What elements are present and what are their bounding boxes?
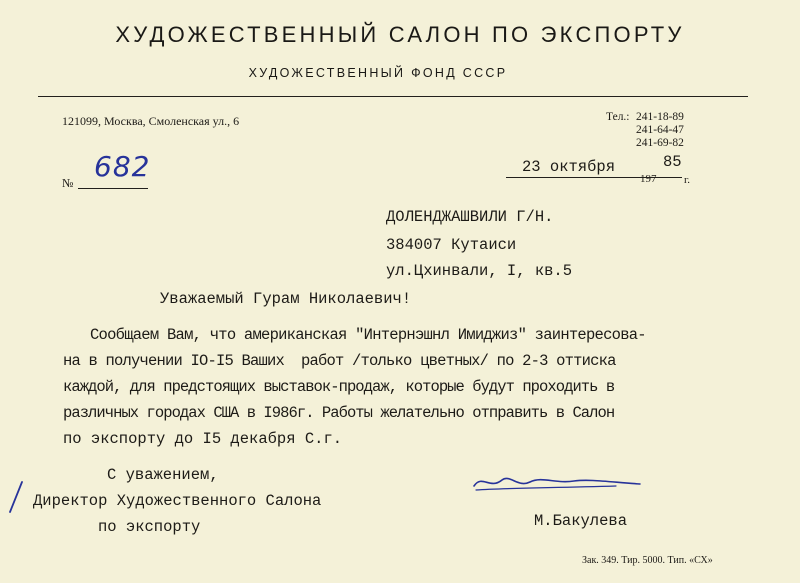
reference-number-handwritten: 682	[94, 150, 151, 183]
date-printed-year: 197	[640, 173, 657, 185]
recipient-name: ДОЛЕНДЖАШВИЛИ Г/Н.	[386, 208, 554, 226]
letterhead-divider	[38, 96, 748, 97]
body-line: Сообщаем Вам, что американская "Интернэшнл Имиджиз" заинтересова-	[90, 326, 646, 344]
phone-number: 241-64-47	[636, 124, 684, 136]
date-suffix: г.	[684, 174, 691, 186]
letter-date: 23 октября	[522, 158, 616, 176]
closing-position: Директор Художественного Салона	[33, 492, 322, 510]
signatory-name: М.Бакулева	[534, 512, 628, 530]
margin-pen-mark	[6, 480, 26, 516]
letterhead-phones	[606, 111, 684, 150]
phone-number: 241-69-82	[636, 137, 684, 149]
letterhead-subtitle: ХУДОЖЕСТВЕННЫЙ ФОНД СССР	[248, 66, 508, 80]
closing-regards: С уважением,	[107, 466, 219, 484]
closing-position-org: по экспорту	[98, 518, 201, 536]
letterhead-title: ХУДОЖЕСТВЕННЫЙ САЛОН ПО ЭКСПОРТУ	[115, 22, 685, 47]
reference-number-label: №	[62, 176, 74, 190]
printer-imprint: Зак. 349. Тир. 5000. Тип. «СХ»	[582, 555, 713, 566]
phone-number: 241-18-89	[636, 111, 684, 123]
body-line: по экспорту до I5 декабря С.г.	[63, 430, 343, 448]
body-line: на в получении IO-I5 Ваших работ /только цветных/ по 2-3 оттиска	[63, 352, 616, 370]
date-year-typed: 85	[663, 153, 682, 171]
recipient-street: ул.Цхинвали, I, кв.5	[386, 262, 573, 280]
signature	[466, 466, 646, 502]
phone-label: Тел.:	[606, 111, 630, 123]
greeting: Уважаемый Гурам Николаевич!	[160, 290, 412, 308]
body-line: каждой, для предстоящих выставок-продаж, которые будут проходить в	[63, 378, 615, 396]
body-line: различных городах США в I986г. Работы желательно отправить в Салон	[63, 404, 615, 422]
letterhead-address: 121099, Москва, Смоленская ул., 6	[62, 114, 240, 128]
recipient-postal: 384007 Кутаиси	[386, 236, 517, 254]
reference-number-line	[78, 188, 148, 189]
